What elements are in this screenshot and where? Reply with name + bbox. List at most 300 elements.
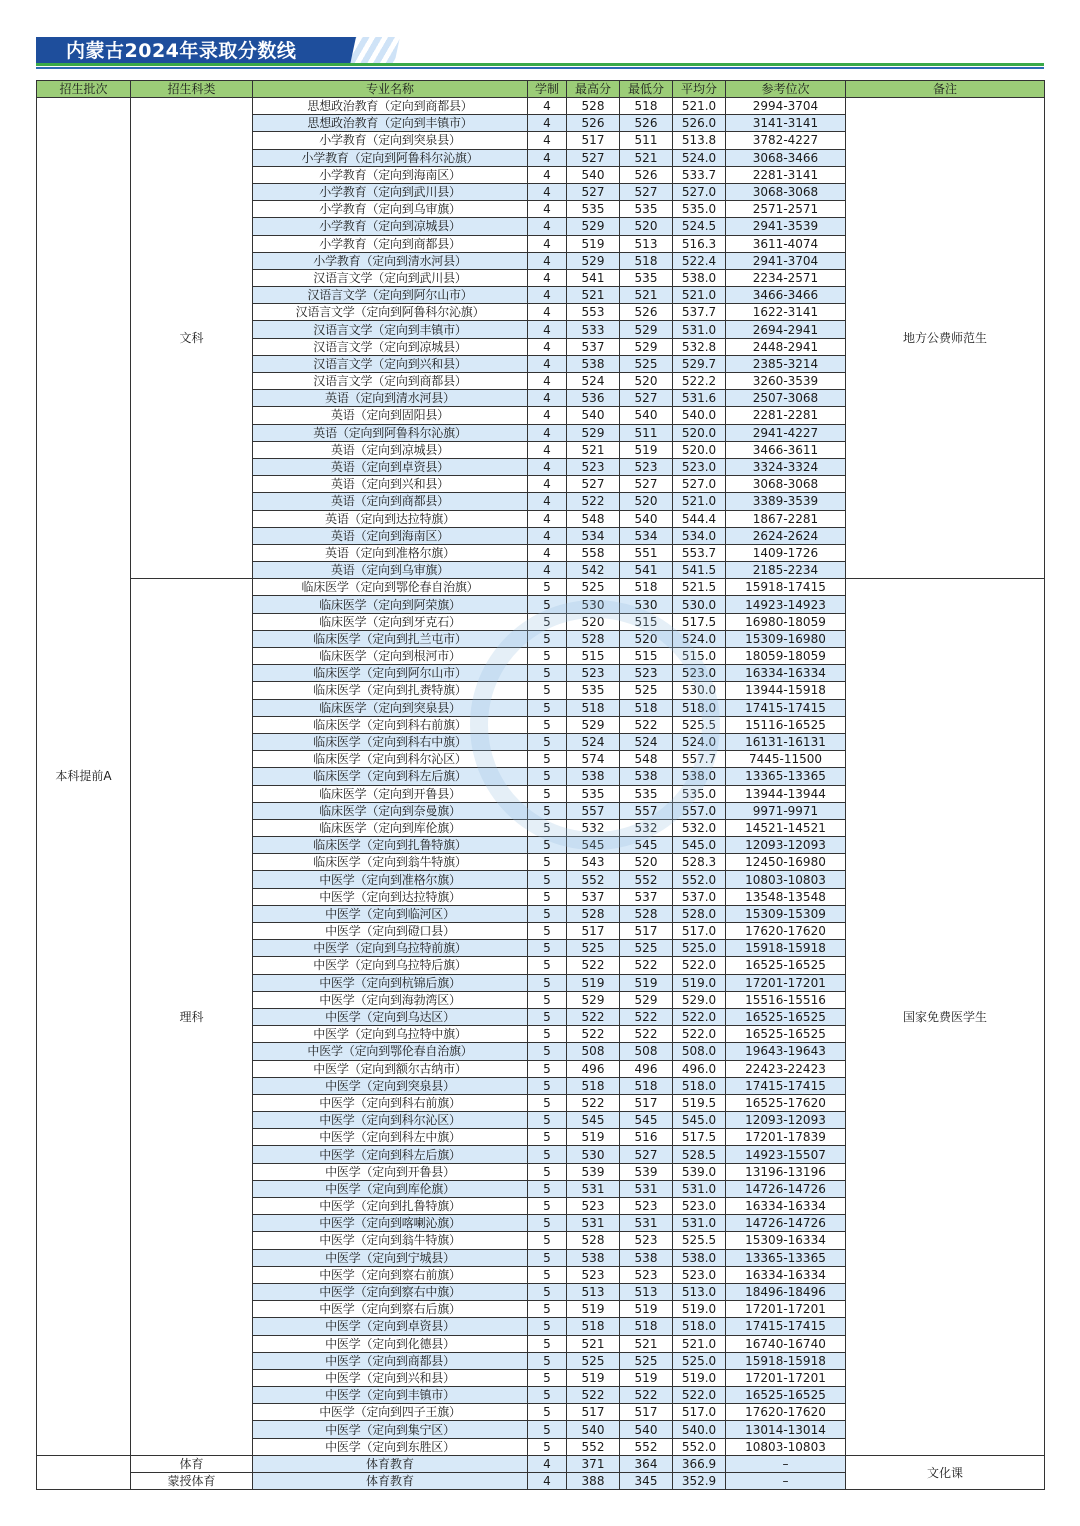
avg-cell: 534.0 [673, 527, 726, 544]
rank-cell: 7445-11500 [726, 751, 846, 768]
years-cell: 5 [528, 630, 567, 647]
avg-cell: 523.0 [673, 1266, 726, 1283]
years-cell: 5 [528, 613, 567, 630]
major-cell: 中医学（定向到丰镇市） [253, 1387, 528, 1404]
major-cell: 临床医学（定向到翁牛特旗） [253, 854, 528, 871]
table-header-row [37, 81, 1045, 98]
max-cell: 535 [567, 785, 620, 802]
max-cell: 530 [567, 596, 620, 613]
max-cell: 533 [567, 321, 620, 338]
max-cell: 538 [567, 1249, 620, 1266]
years-cell: 4 [528, 252, 567, 269]
avg-cell: 519.0 [673, 974, 726, 991]
header-major: 专业名称 [253, 81, 528, 98]
min-cell: 535 [620, 785, 673, 802]
rank-cell: 16525-16525 [726, 1387, 846, 1404]
rank-cell: 10803-10803 [726, 1438, 846, 1455]
rank-cell: 14726-14726 [726, 1215, 846, 1232]
major-cell: 小学教育（定向到突泉县） [253, 132, 528, 149]
avg-cell: 530.0 [673, 682, 726, 699]
avg-cell: 529.0 [673, 991, 726, 1008]
major-cell: 中医学（定向到突泉县） [253, 1077, 528, 1094]
rank-cell: 14923-14923 [726, 596, 846, 613]
years-cell: 5 [528, 1215, 567, 1232]
category-cell: 理科 [131, 579, 253, 1456]
avg-cell: 518.0 [673, 1318, 726, 1335]
max-cell: 534 [567, 527, 620, 544]
rank-cell: 15918-17415 [726, 579, 846, 596]
max-cell: 521 [567, 441, 620, 458]
min-cell: 520 [620, 373, 673, 390]
major-cell: 中医学（定向到扎鲁特旗） [253, 1198, 528, 1215]
avg-cell: 545.0 [673, 837, 726, 854]
rank-cell: – [726, 1455, 846, 1472]
avg-cell: 525.0 [673, 1352, 726, 1369]
avg-cell: 525.5 [673, 716, 726, 733]
min-cell: 517 [620, 923, 673, 940]
years-cell: 5 [528, 1163, 567, 1180]
avg-cell: 524.0 [673, 630, 726, 647]
max-cell: 371 [567, 1455, 620, 1472]
major-cell: 英语（定向到卓资县） [253, 458, 528, 475]
max-cell: 553 [567, 304, 620, 321]
years-cell: 4 [528, 562, 567, 579]
rank-cell: 15116-16525 [726, 716, 846, 733]
min-cell: 531 [620, 1180, 673, 1197]
min-cell: 523 [620, 1198, 673, 1215]
min-cell: 529 [620, 321, 673, 338]
max-cell: 525 [567, 579, 620, 596]
years-cell: 5 [528, 1180, 567, 1197]
min-cell: 525 [620, 1352, 673, 1369]
major-cell: 汉语言文学（定向到兴和县） [253, 355, 528, 372]
min-cell: 527 [620, 476, 673, 493]
avg-cell: 535.0 [673, 201, 726, 218]
max-cell: 531 [567, 1215, 620, 1232]
rank-cell: 17201-17201 [726, 1301, 846, 1318]
major-cell: 英语（定向到固阳县） [253, 407, 528, 424]
avg-cell: 524.5 [673, 218, 726, 235]
min-cell: 522 [620, 716, 673, 733]
avg-cell: 520.0 [673, 441, 726, 458]
major-cell: 英语（定向到凉城县） [253, 441, 528, 458]
avg-cell: 523.0 [673, 1198, 726, 1215]
major-cell: 中医学（定向到杭锦后旗） [253, 974, 528, 991]
min-cell: 527 [620, 1146, 673, 1163]
major-cell: 小学教育（定向到阿鲁科尔沁旗） [253, 149, 528, 166]
avg-cell: 538.0 [673, 768, 726, 785]
avg-cell: 527.0 [673, 183, 726, 200]
avg-cell: 521.0 [673, 98, 726, 115]
page-title: 内蒙古2024年录取分数线 [66, 40, 297, 62]
years-cell: 4 [528, 527, 567, 544]
min-cell: 538 [620, 1249, 673, 1266]
years-cell: 5 [528, 579, 567, 596]
rank-cell: 2185-2234 [726, 562, 846, 579]
years-cell: 4 [528, 132, 567, 149]
max-cell: 537 [567, 888, 620, 905]
major-cell: 英语（定向到准格尔旗） [253, 544, 528, 561]
avg-cell: 525.0 [673, 940, 726, 957]
max-cell: 535 [567, 682, 620, 699]
max-cell: 552 [567, 871, 620, 888]
avg-cell: 528.3 [673, 854, 726, 871]
years-cell: 5 [528, 751, 567, 768]
major-cell: 英语（定向到清水河县） [253, 390, 528, 407]
category-cell: 体育 [131, 1455, 253, 1472]
rank-cell: 12093-12093 [726, 837, 846, 854]
major-cell: 临床医学（定向到牙克石） [253, 613, 528, 630]
min-cell: 545 [620, 1112, 673, 1129]
header-years: 学制 [528, 81, 567, 98]
years-cell: 4 [528, 476, 567, 493]
years-cell: 5 [528, 1129, 567, 1146]
major-cell: 体育教育 [253, 1473, 528, 1490]
min-cell: 521 [620, 1335, 673, 1352]
min-cell: 364 [620, 1455, 673, 1472]
min-cell: 518 [620, 699, 673, 716]
max-cell: 518 [567, 1077, 620, 1094]
min-cell: 540 [620, 407, 673, 424]
avg-cell: 528.0 [673, 905, 726, 922]
admission-score-table [36, 80, 1045, 1490]
header-avg: 平均分 [673, 81, 726, 98]
max-cell: 519 [567, 1129, 620, 1146]
max-cell: 527 [567, 149, 620, 166]
max-cell: 541 [567, 269, 620, 286]
years-cell: 5 [528, 837, 567, 854]
major-cell: 汉语言文学（定向到丰镇市） [253, 321, 528, 338]
rank-cell: 3068-3466 [726, 149, 846, 166]
major-cell: 临床医学（定向到根河市） [253, 648, 528, 665]
avg-cell: 366.9 [673, 1455, 726, 1472]
max-cell: 552 [567, 1438, 620, 1455]
header-rank: 参考位次 [726, 81, 846, 98]
years-cell: 5 [528, 1283, 567, 1300]
years-cell: 5 [528, 1369, 567, 1386]
major-cell: 中医学（定向到额尔古纳市） [253, 1060, 528, 1077]
max-cell: 574 [567, 751, 620, 768]
years-cell: 4 [528, 321, 567, 338]
avg-cell: 528.5 [673, 1146, 726, 1163]
min-cell: 540 [620, 510, 673, 527]
major-cell: 临床医学（定向到阿尔山市） [253, 665, 528, 682]
years-cell: 4 [528, 373, 567, 390]
major-cell: 中医学（定向到乌拉特后旗） [253, 957, 528, 974]
rank-cell: 16334-16334 [726, 665, 846, 682]
min-cell: 496 [620, 1060, 673, 1077]
years-cell: 4 [528, 1455, 567, 1472]
max-cell: 537 [567, 338, 620, 355]
major-cell: 中医学（定向到科右前旗） [253, 1094, 528, 1111]
note-cell: 国家免费医学生 [846, 579, 1045, 1456]
years-cell: 4 [528, 98, 567, 115]
rank-cell: 3068-3068 [726, 183, 846, 200]
avg-cell: 539.0 [673, 1163, 726, 1180]
max-cell: 531 [567, 1180, 620, 1197]
avg-cell: 525.5 [673, 1232, 726, 1249]
min-cell: 552 [620, 1438, 673, 1455]
max-cell: 528 [567, 1232, 620, 1249]
max-cell: 557 [567, 802, 620, 819]
rank-cell: 17620-17620 [726, 923, 846, 940]
min-cell: 521 [620, 149, 673, 166]
avg-cell: 538.0 [673, 269, 726, 286]
avg-cell: 521.0 [673, 493, 726, 510]
avg-cell: 535.0 [673, 785, 726, 802]
min-cell: 539 [620, 1163, 673, 1180]
major-cell: 中医学（定向到东胜区） [253, 1438, 528, 1455]
min-cell: 520 [620, 218, 673, 235]
avg-cell: 522.0 [673, 1387, 726, 1404]
note-cell: 地方公费师范生 [846, 98, 1045, 579]
avg-cell: 516.3 [673, 235, 726, 252]
years-cell: 5 [528, 1077, 567, 1094]
major-cell: 中医学（定向到库伦旗） [253, 1180, 528, 1197]
min-cell: 522 [620, 1026, 673, 1043]
rank-cell: 13548-13548 [726, 888, 846, 905]
years-cell: 4 [528, 458, 567, 475]
min-cell: 520 [620, 493, 673, 510]
max-cell: 517 [567, 132, 620, 149]
major-cell: 临床医学（定向到突泉县） [253, 699, 528, 716]
avg-cell: 524.0 [673, 149, 726, 166]
rank-cell: 17415-17415 [726, 699, 846, 716]
min-cell: 524 [620, 733, 673, 750]
years-cell: 5 [528, 699, 567, 716]
max-cell: 535 [567, 201, 620, 218]
major-cell: 英语（定向到兴和县） [253, 476, 528, 493]
years-cell: 5 [528, 716, 567, 733]
years-cell: 4 [528, 441, 567, 458]
rank-cell: 13365-13365 [726, 768, 846, 785]
rank-cell: 13014-13014 [726, 1421, 846, 1438]
rank-cell: 2941-4227 [726, 424, 846, 441]
avg-cell: 517.0 [673, 1404, 726, 1421]
min-cell: 515 [620, 648, 673, 665]
years-cell: 4 [528, 1473, 567, 1490]
min-cell: 532 [620, 819, 673, 836]
major-cell: 中医学（定向到科尔沁区） [253, 1112, 528, 1129]
header-rule-blue [36, 67, 1044, 69]
major-cell: 汉语言文学（定向到阿尔山市） [253, 287, 528, 304]
major-cell: 临床医学（定向到科尔沁区） [253, 751, 528, 768]
major-cell: 临床医学（定向到开鲁县） [253, 785, 528, 802]
min-cell: 522 [620, 1387, 673, 1404]
max-cell: 513 [567, 1283, 620, 1300]
rank-cell: 18496-18496 [726, 1283, 846, 1300]
max-cell: 548 [567, 510, 620, 527]
rank-cell: 16740-16740 [726, 1335, 846, 1352]
min-cell: 523 [620, 458, 673, 475]
years-cell: 4 [528, 269, 567, 286]
major-cell: 中医学（定向到鄂伦春自治旗） [253, 1043, 528, 1060]
rank-cell: 2571-2571 [726, 201, 846, 218]
min-cell: 513 [620, 1283, 673, 1300]
years-cell: 5 [528, 1421, 567, 1438]
min-cell: 535 [620, 201, 673, 218]
avg-cell: 515.0 [673, 648, 726, 665]
min-cell: 529 [620, 338, 673, 355]
max-cell: 523 [567, 1198, 620, 1215]
avg-cell: 518.0 [673, 699, 726, 716]
min-cell: 551 [620, 544, 673, 561]
avg-cell: 552.0 [673, 871, 726, 888]
avg-cell: 523.0 [673, 458, 726, 475]
category-cell: 蒙授体育 [131, 1473, 253, 1490]
years-cell: 5 [528, 785, 567, 802]
major-cell: 中医学（定向到开鲁县） [253, 1163, 528, 1180]
min-cell: 523 [620, 665, 673, 682]
major-cell: 中医学（定向到察右后旗） [253, 1301, 528, 1318]
years-cell: 5 [528, 1318, 567, 1335]
min-cell: 518 [620, 252, 673, 269]
rank-cell: 16980-18059 [726, 613, 846, 630]
avg-cell: 553.7 [673, 544, 726, 561]
avg-cell: 540.0 [673, 407, 726, 424]
major-cell: 临床医学（定向到科右中旗） [253, 733, 528, 750]
years-cell: 4 [528, 493, 567, 510]
max-cell: 517 [567, 1404, 620, 1421]
avg-cell: 526.0 [673, 115, 726, 132]
avg-cell: 522.0 [673, 1026, 726, 1043]
header-category: 招生科类 [131, 81, 253, 98]
max-cell: 519 [567, 235, 620, 252]
max-cell: 515 [567, 648, 620, 665]
max-cell: 522 [567, 493, 620, 510]
avg-cell: 517.5 [673, 1129, 726, 1146]
max-cell: 540 [567, 166, 620, 183]
major-cell: 汉语言文学（定向到阿鲁科尔沁旗） [253, 304, 528, 321]
min-cell: 545 [620, 837, 673, 854]
min-cell: 540 [620, 1421, 673, 1438]
rank-cell: 2281-3141 [726, 166, 846, 183]
max-cell: 539 [567, 1163, 620, 1180]
max-cell: 523 [567, 458, 620, 475]
min-cell: 521 [620, 287, 673, 304]
max-cell: 508 [567, 1043, 620, 1060]
avg-cell: 524.0 [673, 733, 726, 750]
major-cell: 小学教育（定向到武川县） [253, 183, 528, 200]
rank-cell: 3466-3611 [726, 441, 846, 458]
min-cell: 525 [620, 355, 673, 372]
rank-cell: 12093-12093 [726, 1112, 846, 1129]
max-cell: 522 [567, 1008, 620, 1025]
table-row [37, 579, 1045, 596]
min-cell: 518 [620, 98, 673, 115]
major-cell: 小学教育（定向到海南区） [253, 166, 528, 183]
avg-cell: 532.0 [673, 819, 726, 836]
rank-cell: 17620-17620 [726, 1404, 846, 1421]
avg-cell: 531.6 [673, 390, 726, 407]
major-cell: 中医学（定向到卓资县） [253, 1318, 528, 1335]
avg-cell: 519.0 [673, 1369, 726, 1386]
min-cell: 519 [620, 1301, 673, 1318]
max-cell: 522 [567, 1026, 620, 1043]
rank-cell: 16525-16525 [726, 957, 846, 974]
years-cell: 5 [528, 682, 567, 699]
rank-cell: 16525-16525 [726, 1008, 846, 1025]
major-cell: 中医学（定向到乌拉特中旗） [253, 1026, 528, 1043]
min-cell: 345 [620, 1473, 673, 1490]
major-cell: 中医学（定向到察右中旗） [253, 1283, 528, 1300]
min-cell: 519 [620, 1369, 673, 1386]
max-cell: 529 [567, 218, 620, 235]
header-note: 备注 [846, 81, 1045, 98]
max-cell: 524 [567, 373, 620, 390]
rank-cell: 2234-2571 [726, 269, 846, 286]
min-cell: 557 [620, 802, 673, 819]
avg-cell: 533.7 [673, 166, 726, 183]
rank-cell: 19643-19643 [726, 1043, 846, 1060]
table-row [37, 1455, 1045, 1472]
major-cell: 思想政治教育（定向到丰镇市） [253, 115, 528, 132]
major-cell: 体育教育 [253, 1455, 528, 1472]
min-cell: 525 [620, 940, 673, 957]
batch-cell: 本科提前A [37, 98, 131, 1456]
years-cell: 4 [528, 166, 567, 183]
major-cell: 中医学（定向到翁牛特旗） [253, 1232, 528, 1249]
years-cell: 5 [528, 1043, 567, 1060]
min-cell: 538 [620, 768, 673, 785]
rank-cell: 2941-3704 [726, 252, 846, 269]
rank-cell: 16334-16334 [726, 1266, 846, 1283]
header-max: 最高分 [567, 81, 620, 98]
min-cell: 548 [620, 751, 673, 768]
max-cell: 538 [567, 768, 620, 785]
major-cell: 思想政治教育（定向到商都县） [253, 98, 528, 115]
years-cell: 4 [528, 390, 567, 407]
header-rule-green [36, 63, 1044, 66]
avg-cell: 513.0 [673, 1283, 726, 1300]
max-cell: 522 [567, 1387, 620, 1404]
rank-cell: 2448-2941 [726, 338, 846, 355]
rank-cell: 15309-16334 [726, 1232, 846, 1249]
max-cell: 519 [567, 1369, 620, 1386]
years-cell: 4 [528, 287, 567, 304]
table-body [37, 98, 1045, 1490]
min-cell: 520 [620, 630, 673, 647]
years-cell: 5 [528, 802, 567, 819]
years-cell: 5 [528, 1266, 567, 1283]
years-cell: 5 [528, 1249, 567, 1266]
max-cell: 519 [567, 1301, 620, 1318]
max-cell: 529 [567, 252, 620, 269]
rank-cell: – [726, 1473, 846, 1490]
max-cell: 525 [567, 940, 620, 957]
max-cell: 540 [567, 1421, 620, 1438]
min-cell: 528 [620, 905, 673, 922]
rank-cell: 1622-3141 [726, 304, 846, 321]
avg-cell: 517.0 [673, 923, 726, 940]
major-cell: 中医学（定向到四子王旗） [253, 1404, 528, 1421]
years-cell: 5 [528, 1335, 567, 1352]
max-cell: 528 [567, 905, 620, 922]
major-cell: 临床医学（定向到奈曼旗） [253, 802, 528, 819]
min-cell: 511 [620, 132, 673, 149]
years-cell: 5 [528, 1301, 567, 1318]
avg-cell: 531.0 [673, 1215, 726, 1232]
rank-cell: 14521-14521 [726, 819, 846, 836]
avg-cell: 552.0 [673, 1438, 726, 1455]
major-cell: 汉语言文学（定向到武川县） [253, 269, 528, 286]
rank-cell: 3466-3466 [726, 287, 846, 304]
max-cell: 527 [567, 476, 620, 493]
max-cell: 558 [567, 544, 620, 561]
min-cell: 508 [620, 1043, 673, 1060]
rank-cell: 3141-3141 [726, 115, 846, 132]
years-cell: 4 [528, 201, 567, 218]
